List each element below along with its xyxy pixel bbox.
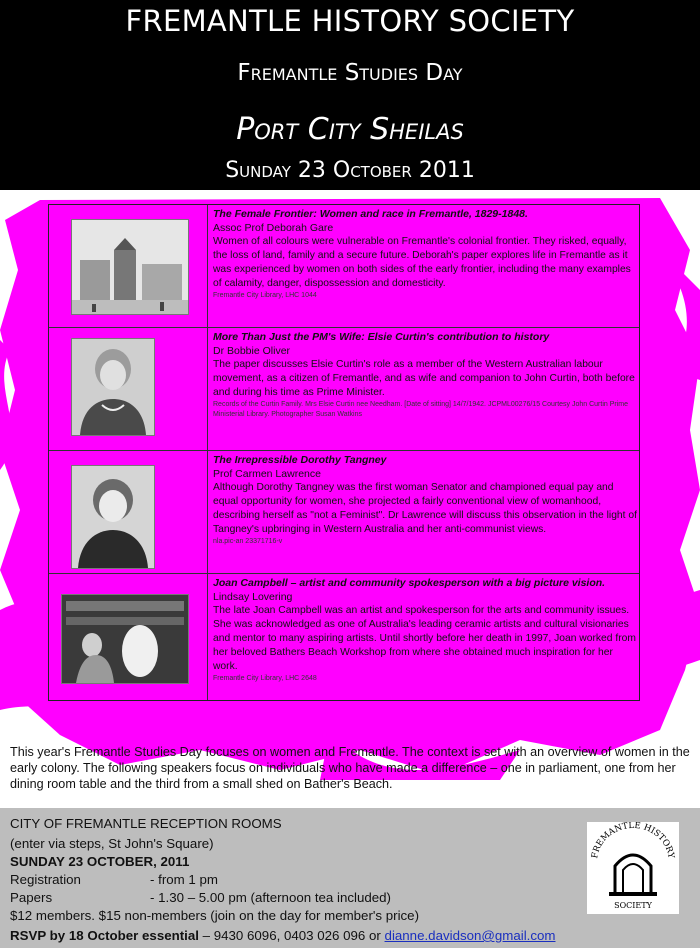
photo-credit: nla.pic-an 23371716-v bbox=[213, 538, 283, 545]
logo-top-text: FREMANTLE HISTORY bbox=[590, 822, 676, 860]
photo-cell bbox=[49, 328, 208, 450]
event-theme: Port City Sheilas bbox=[236, 112, 464, 147]
talk-abstract: The paper discusses Elsie Curtin's role as a member of the Western Australian labour movement, as a citizen of Fremantle, and as wife and companion to John Curtin, both before and during his time as Prime Minister. bbox=[213, 359, 635, 398]
talk-text bbox=[213, 208, 637, 301]
logo-bottom-text: SOCIETY bbox=[614, 901, 652, 910]
registration-time: - from 1 pm bbox=[150, 872, 218, 887]
colonial-street-photo bbox=[71, 219, 189, 315]
talk-speaker: Dr Bobbie Oliver bbox=[213, 345, 291, 357]
venue-date: SUNDAY 23 OCTOBER, 2011 bbox=[10, 854, 190, 869]
event-date: Sunday 23 October 2011 bbox=[225, 158, 475, 183]
dorothy-tangney-portrait bbox=[71, 465, 155, 569]
papers-label: Papers bbox=[10, 890, 53, 905]
header-banner bbox=[0, 0, 700, 190]
venue-name: CITY OF FREMANTLE RECEPTION ROOMS bbox=[10, 816, 282, 831]
society-name: FREMANTLE HISTORY SOCIETY bbox=[125, 4, 575, 38]
rsvp-phones: – 9430 6096, 0403 026 096 or bbox=[198, 928, 385, 943]
joan-campbell-photo bbox=[61, 594, 189, 684]
talk-text bbox=[213, 577, 637, 684]
talk-abstract: Women of all colours were vulnerable on Fremantle's colonial frontier. They risked, equally, the loss of land, family and a secure future. Deborah's paper explores life in Fremantle as it was experienced by women on both sides of the early frontier, including the many examples of calamity, danger, dispossession and domesticity. bbox=[213, 236, 631, 289]
talk-text bbox=[213, 331, 637, 420]
elsie-curtin-portrait bbox=[71, 338, 155, 436]
rsvp-deadline: RSVP by 18 October essential bbox=[10, 928, 199, 943]
registration-label: Registration bbox=[10, 872, 81, 887]
photo-credit: Records of the Curtin Family. Mrs Elsie Curtin nee Needham. [Date of sitting] 14/7/1942. JCPML00276/15 Courtesy John Curtin Prime Ministerial Library. Photographer Susan Watkins bbox=[213, 401, 629, 418]
talk-row bbox=[49, 574, 639, 700]
registration-row bbox=[10, 872, 81, 887]
talk-row bbox=[49, 328, 639, 451]
talk-abstract: The late Joan Campbell was an artist and spokesperson for the arts and community issues. She was acknowledged as one of Australia's leading ceramic artists and cultural visionaries and mentor to many aspiring artists. Until shortly before her death in 1997, Joan worked from her beloved Bathers Beach Workshop from where she obtained much inspiration for her work. bbox=[213, 605, 636, 672]
talk-abstract: Although Dorothy Tangney was the first woman Senator and championed equal pay and equal opportunity for women, she projected a fairly conventional view of womanhood, describing herself as "not a Feminist". Dr Lawrence will discuss this observation in the light of Tangney's upbringing in Western Australia and her anti-communist views. bbox=[213, 482, 637, 535]
papers-row bbox=[10, 890, 52, 905]
talk-title: The Female Frontier: Women and race in Fremantle, 1829-1848. bbox=[213, 208, 528, 220]
society-logo bbox=[587, 822, 679, 914]
photo-cell bbox=[49, 205, 208, 327]
talk-text bbox=[213, 454, 637, 547]
papers-time: - 1.30 – 5.00 pm (afternoon tea included) bbox=[150, 890, 391, 905]
photo-cell bbox=[49, 574, 208, 700]
price-line: $12 members. $15 non-members (join on the day for member's price) bbox=[10, 908, 420, 923]
rsvp-line bbox=[10, 928, 556, 943]
event-name: Fremantle Studies Day bbox=[237, 60, 463, 86]
intro-paragraph: This year's Fremantle Studies Day focuses on women and Fremantle. The context is set with an overview of women in the early colony. The following speakers focus on individuals who have made a difference – one in parliament, one from her dining room table and the third from a small shed on Bather's Beach. bbox=[10, 745, 690, 791]
talk-title: Joan Campbell – artist and community spokesperson with a big picture vision. bbox=[213, 577, 606, 589]
venue-entry: (enter via steps, St John's Square) bbox=[10, 836, 214, 851]
talk-row bbox=[49, 205, 639, 328]
talk-row bbox=[49, 451, 639, 574]
rsvp-email-link[interactable]: dianne.davidson@gmail.com bbox=[384, 928, 556, 943]
talk-speaker: Assoc Prof Deborah Gare bbox=[213, 222, 334, 234]
talks-table bbox=[48, 204, 640, 701]
photo-credit: Fremantle City Library, LHC 1044 bbox=[213, 292, 317, 299]
talk-speaker: Lindsay Lovering bbox=[213, 591, 293, 603]
talk-speaker: Prof Carmen Lawrence bbox=[213, 468, 321, 480]
talk-title: The Irrepressible Dorothy Tangney bbox=[213, 454, 387, 466]
photo-credit: Fremantle City Library, LHC 2648 bbox=[213, 675, 317, 682]
photo-cell bbox=[49, 451, 208, 573]
arch-gateway-icon bbox=[587, 822, 679, 914]
talk-title: More Than Just the PM's Wife: Elsie Curtin's contribution to history bbox=[213, 331, 550, 343]
